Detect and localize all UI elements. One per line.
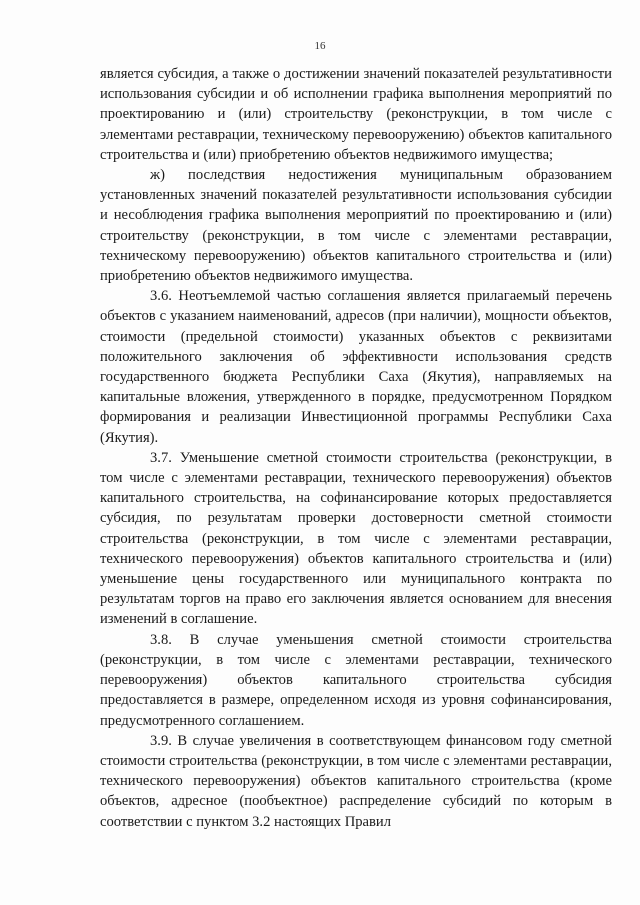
paragraph-3-6: 3.6. Неотъемлемой частью соглашения является прилагаемый перечень объектов с указанием наименований, адресов (при наличии), мощности объектов, стоимости (предельной стоимости) указанных объектов с реквизитами положительного заключения об эффективности использования средств государственного бюджета Республики Саха (Якутия), направляемых на капитальные вложения, утвержденного в порядке, предусмотренном Порядком формирования и реализации Инвестиционной программы Республики Саха (Якутия). [100, 288, 612, 446]
paragraph-3-9: 3.9. В случае увеличения в соответствующем финансовом году сметной стоимости строительства (реконструкции, в том числе с элементами реставрации, технического перевооружения) объектов капитального строительства (кроме объектов, адресное (пообъектное) распределение субсидий по которым в соответствии с пунктом 3.2 настоящих Правил [100, 732, 612, 830]
paragraph-continuation: является субсидия, а также о достижении значений показателей результативности использования субсидии и об исполнении графика выполнения мероприятий по проектированию и (или) строительству (реконструкции, в том числе с элементами реставрации, техническому перевооружению) объектов капитального строительства и (или) приобретению объектов недвижимого имущества; [100, 66, 612, 163]
paragraph-item-zh: ж) последствия недостижения муниципальным образованием установленных значений показателей результативности использования субсидии и несоблюдения графика выполнения мероприятий по проектированию и (или) строительству (реконструкции, в том числе с элементами реставрации, техническому перевооружению) объектов капитального строительства и (или) приобретению объектов недвижимого имущества. [100, 167, 612, 285]
paragraph-3-8: 3.8. В случае уменьшения сметной стоимости строительства (реконструкции, в том числе с элементами реставрации, технического перевооружения) объектов капитального строительства субсидия предоставляется в размере, определенном исходя из уровня софинансирования, предусмотренного соглашением. [100, 631, 612, 729]
document-body [100, 64, 612, 832]
paragraph-3-7: 3.7. Уменьшение сметной стоимости строительства (реконструкции, в том числе с элементами реставрации, технического перевооружения) объектов капитального строительства, на софинансирование которых предоставляется субсидия, по результатам проверки достоверности сметной стоимости строительства (реконструкции, в том числе с элементами реставрации, технического перевооружения) объектов капитального строительства и (или) уменьшение цены государственного или муниципального контракта по результатам торгов на право его заключения является основанием для внесения изменений в соглашение. [100, 449, 612, 628]
page-number: 16 [314, 40, 326, 52]
